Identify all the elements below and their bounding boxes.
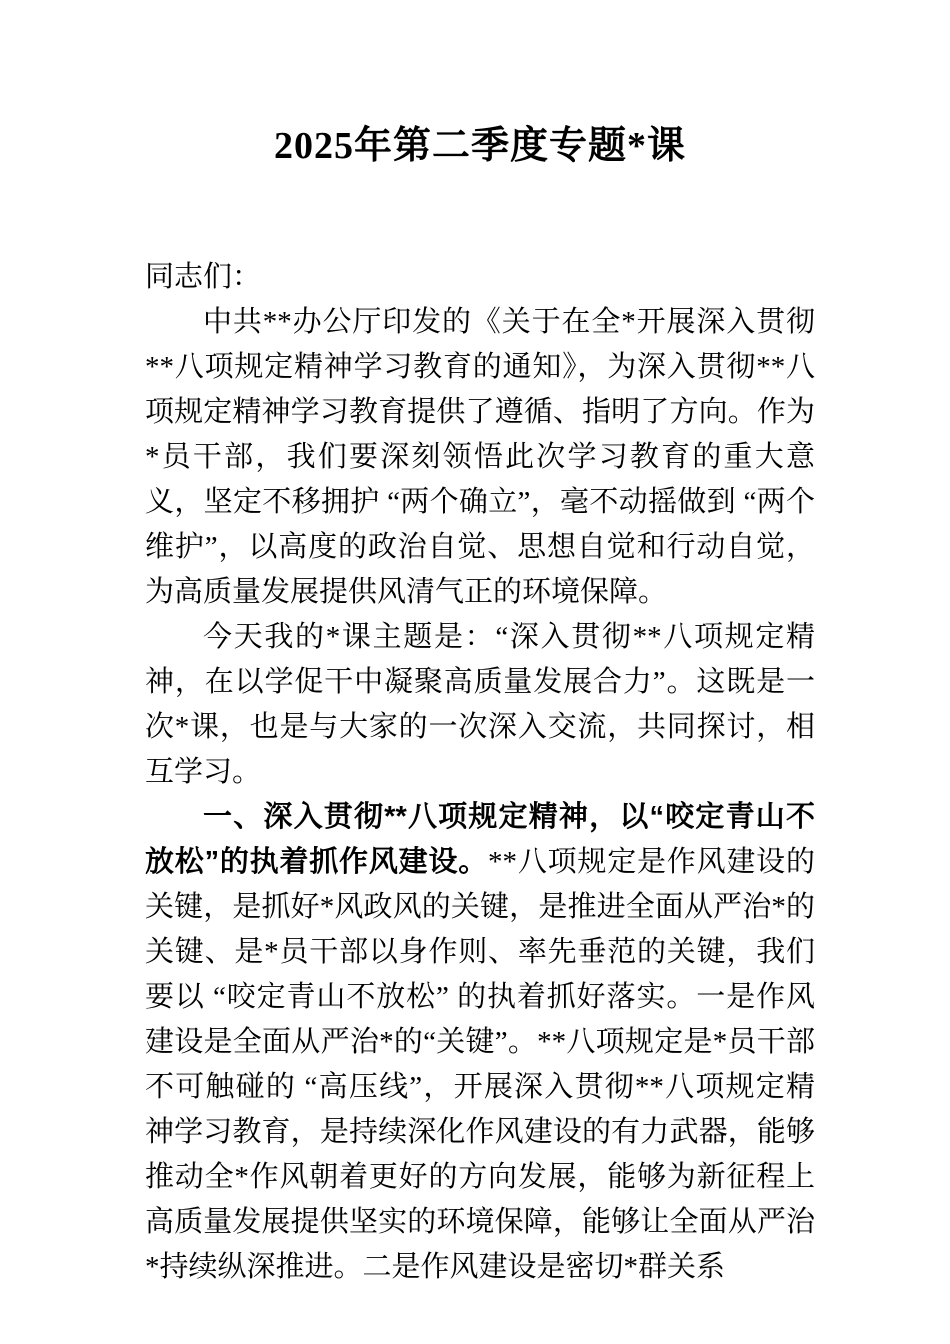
paragraph-topic: 今天我的*课主题是：“深入贯彻**八项规定精神，在以学促干中凝聚高质量发展合力”。这既是一次*课，也是与大家的一次深入交流，共同探讨，相互学习。 (145, 621, 815, 788)
salutation: 同志们： (145, 261, 262, 293)
section-one-body-text: **八项规定是作风建设的关键，是抓好*风政风的关键，是推进全面从严治*的关键、是*员干部以身作则、率先垂范的关键，我们要以 “咬定青山不放松” 的执着抓好落实。一是作风建设是全面从严治*的“关键”。**八项规定是*员干部不可触碰的 “高压线”，开展深入贯彻**八项规定精神学习教育，是持续深化作风建设的有力武器，能够推动全*作风朝着更好的方向发展，能够为新征程上高质量发展提供坚实的环境保障，能够让全面从严治*持续纵深推进。二是作风建设是密切*群关系 (145, 846, 815, 1283)
paragraph-intro: 中共**办公厅印发的《关于在全*开展深入贯彻**八项规定精神学习教育的通知》，为深入贯彻**八项规定精神学习教育提供了遵循、指明了方向。作为*员干部，我们要深刻领悟此次学习教育的重大意义，坚定不移拥护 “两个确立”，毫不动摇做到 “两个维护”，以高度的政治自觉、思想自觉和行动自觉，为高质量发展提供风清气正的环境保障。 (145, 306, 815, 608)
document-body (145, 255, 815, 1290)
document-content (145, 0, 815, 1290)
document-title: 2025年第二季度专题*课 (273, 125, 686, 167)
section-one-heading: 一、深入贯彻**八项规定精神，以“咬定青山不放松”的执着抓作风建设。 (145, 801, 815, 878)
paragraph-section-one (145, 795, 815, 1290)
